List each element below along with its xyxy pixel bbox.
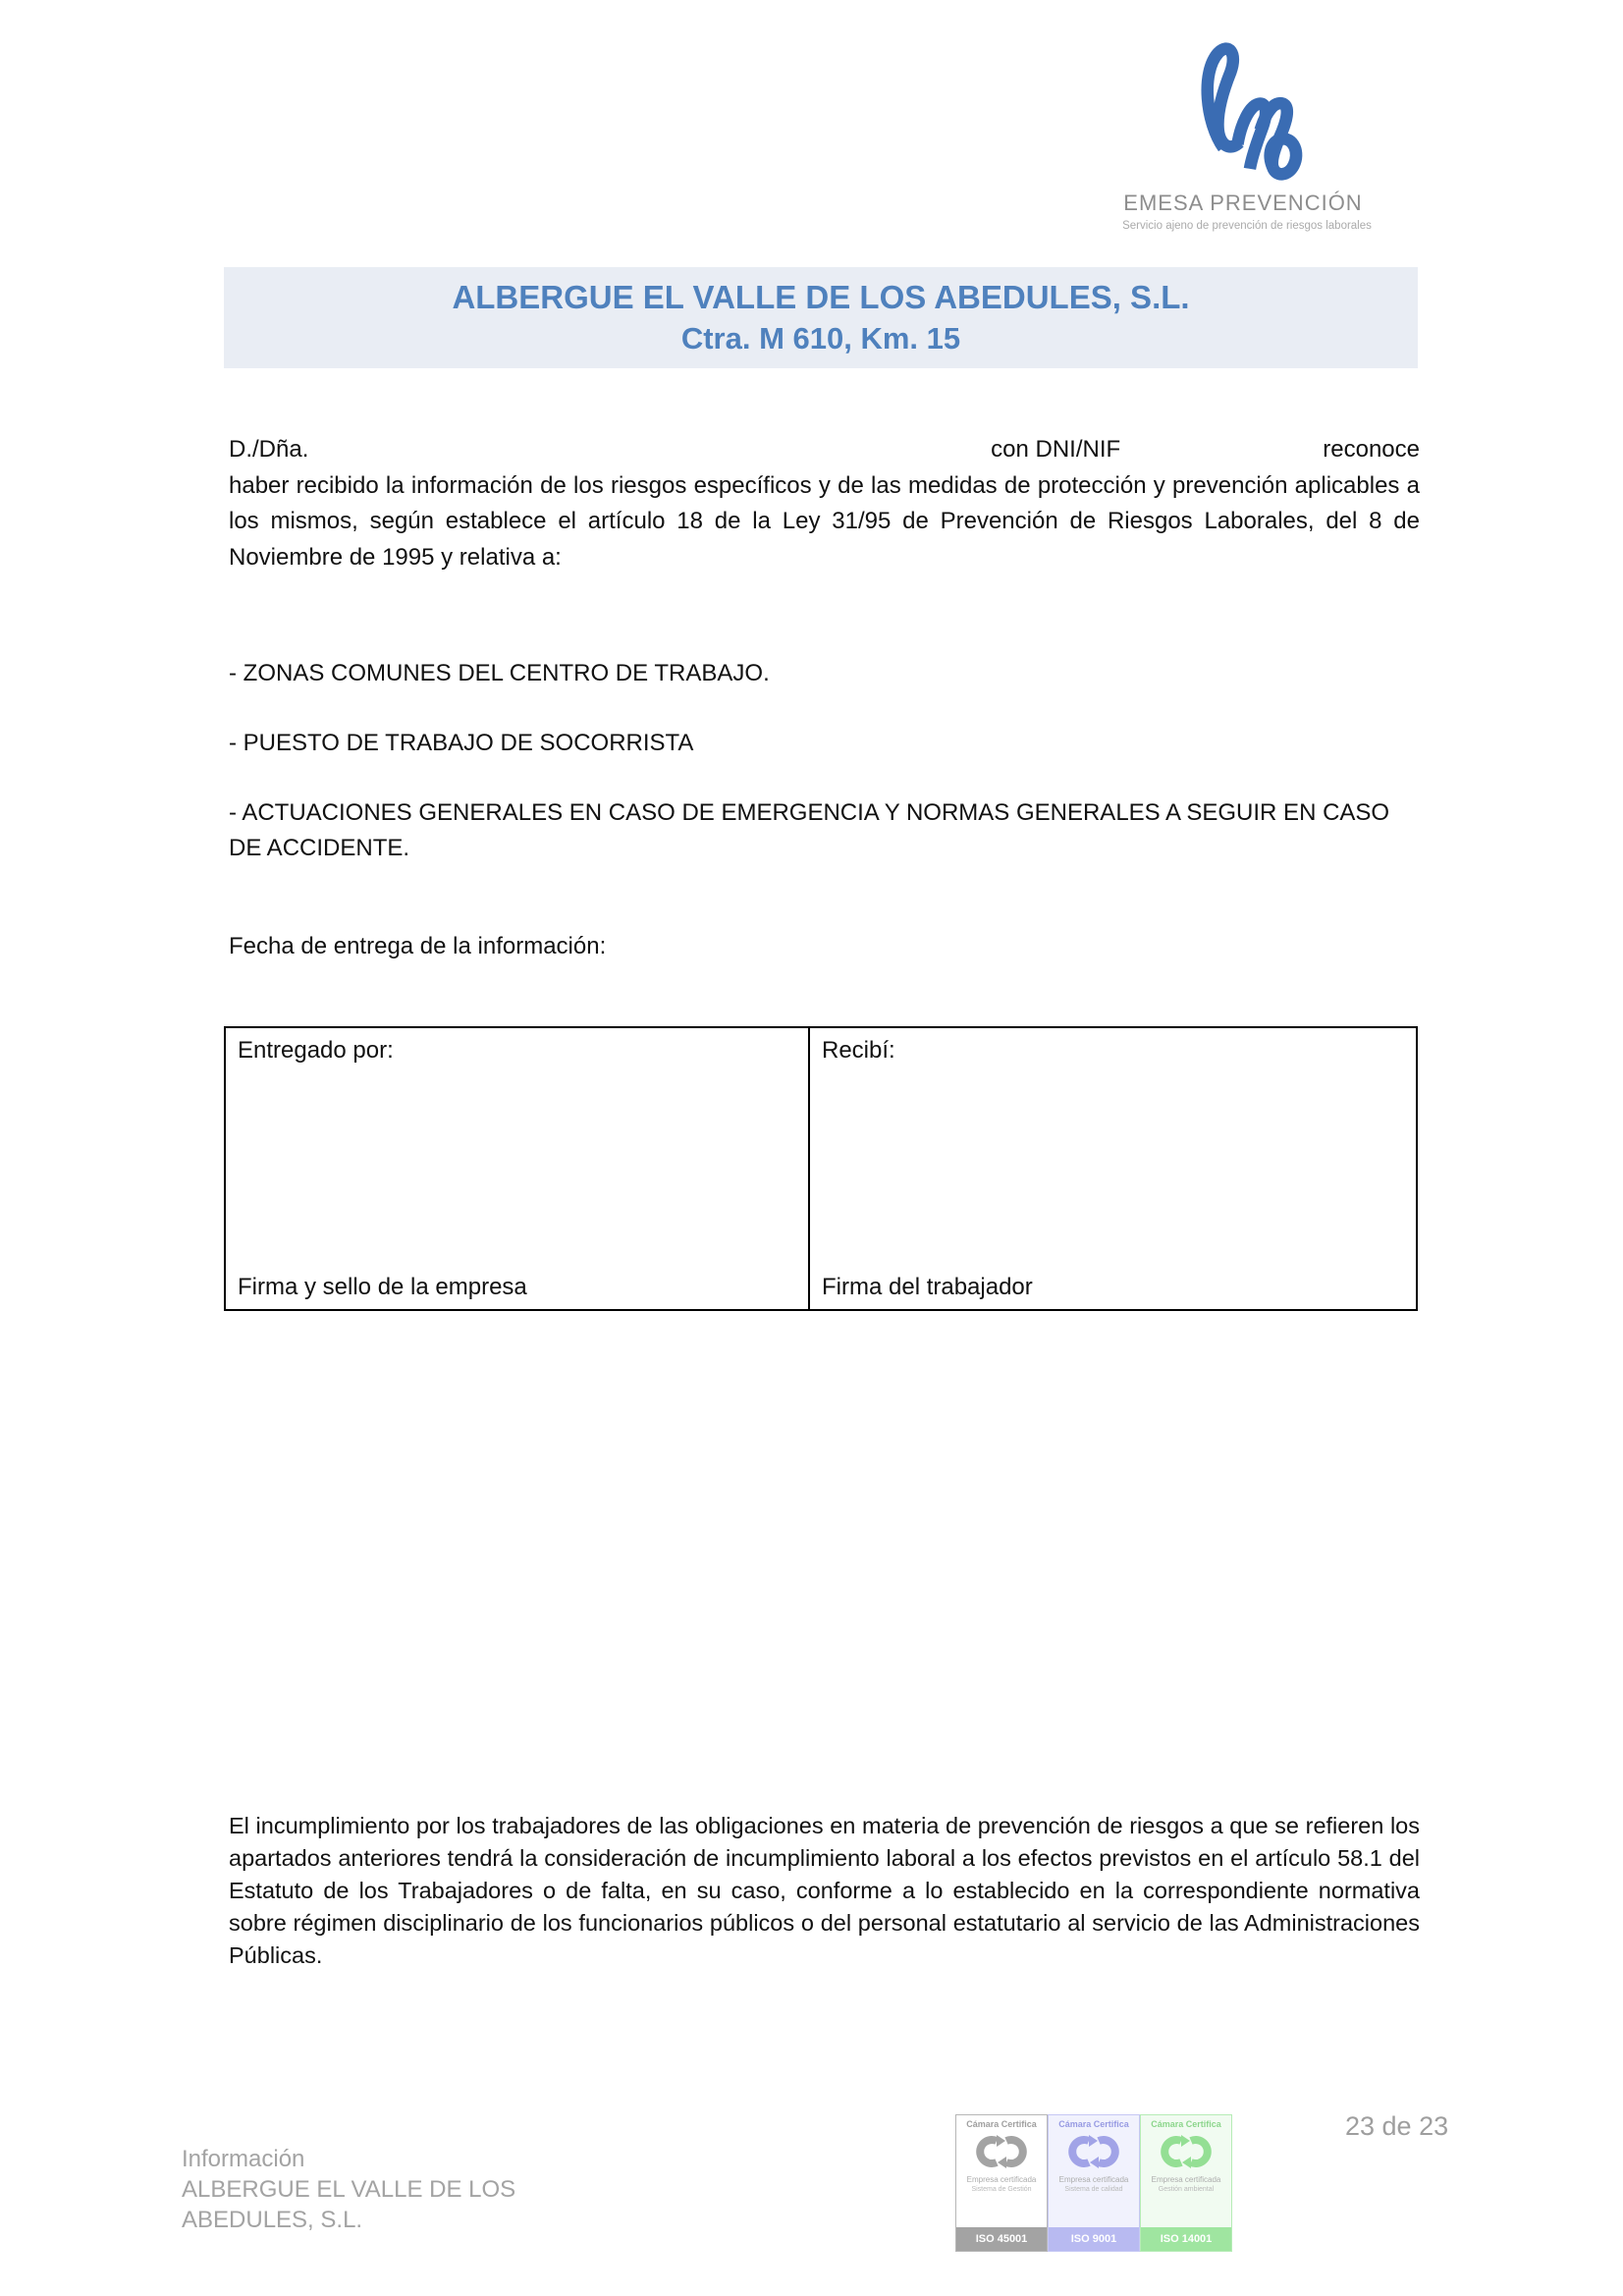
camara-certifica-cc-icon: [1158, 2133, 1215, 2170]
intro-paragraph: [229, 432, 1420, 575]
list-item: - PUESTO DE TRABAJO DE SOCORRISTA: [229, 730, 694, 756]
badge-issuer-label: Cámara Certifica: [1058, 2119, 1129, 2129]
dni-label: con DNI/NIF: [991, 436, 1121, 463]
received-label: Recibí:: [822, 1037, 895, 1064]
badge-issuer-label: Cámara Certifica: [966, 2119, 1037, 2129]
legal-paragraph: El incumplimiento por los trabajadores de las obligaciones en materia de prevención de riesgos a que se refieren los apartados anteriores tendrá la consideración de incumplimiento laboral a los efectos previstos en el artículo 58.1 del Estatuto de los Trabajadores o de falta, en su caso, conforme a lo establecido en la correspondiente normativa sobre régimen disciplinario de los funcionarios públicos o del personal estatutario al servicio de las Administraciones Públicas.: [229, 1813, 1420, 1968]
emesa-logo-icon: [1176, 35, 1306, 185]
footer-company-line2: ABEDULES, S.L.: [182, 2207, 363, 2233]
camara-certifica-cc-icon: [1065, 2133, 1122, 2170]
badge-certified-label: Empresa certificada: [1058, 2175, 1129, 2184]
company-header-banner: [224, 267, 1418, 368]
footer-company-line1: ALBERGUE EL VALLE DE LOS: [182, 2176, 516, 2203]
list-item: - ACTUACIONES GENERALES EN CASO DE EMERGENCIA Y NORMAS GENERALES A SEGUIR EN CASO DE ACCIDENTE.: [229, 799, 1390, 861]
signature-cell-worker: [810, 1028, 1416, 1309]
iso-14001-badge: [1140, 2114, 1232, 2252]
intro-line-with-blanks: [229, 432, 1420, 468]
iso-9001-badge: [1048, 2114, 1140, 2252]
footer-doc-info: [182, 2144, 515, 2235]
iso-number-label: ISO 14001: [1141, 2227, 1231, 2251]
iso-number-label: ISO 9001: [1049, 2227, 1139, 2251]
iso-number-label: ISO 45001: [956, 2227, 1047, 2251]
topics-list: [229, 656, 1420, 901]
signature-table: [224, 1026, 1418, 1311]
signature-cell-company: [226, 1028, 810, 1309]
badge-scheme-label: Sistema de Gestión: [971, 2186, 1032, 2193]
footer-doc-type: Información: [182, 2146, 305, 2172]
delivered-by-label: Entregado por:: [238, 1037, 394, 1064]
badge-certified-label: Empresa certificada: [966, 2175, 1037, 2184]
company-address: Ctra. M 610, Km. 15: [680, 321, 961, 355]
badge-scheme-label: Sistema de calidad: [1064, 2186, 1123, 2193]
name-prefix-label: D./Dña.: [229, 436, 309, 463]
intro-body-text: haber recibido la información de los riesgos específicos y de las medidas de protección y prevención aplicables a los mismos, según establece el artículo 18 de la Ley 31/95 de Prevención de Riesgos Laborales, del 8 de Noviembre de 1995 y relativa a:: [229, 471, 1420, 571]
page-number: 23 de 23: [1345, 2111, 1449, 2141]
logo-tagline: Servicio ajeno de prevención de riesgos laborales: [1122, 220, 1372, 232]
badge-scheme-label: Gestión ambiental: [1158, 2186, 1215, 2193]
camara-certifica-cc-icon: [973, 2133, 1030, 2170]
logo-brand-text: EMESA PREVENCIÓN: [1123, 191, 1363, 215]
iso-45001-badge: [955, 2114, 1048, 2252]
worker-signature-label: Firma del trabajador: [822, 1274, 1033, 1300]
recognize-label: reconoce: [1323, 436, 1420, 463]
delivery-date-label: Fecha de entrega de la información:: [229, 933, 607, 959]
list-item: - ZONAS COMUNES DEL CENTRO DE TRABAJO.: [229, 660, 770, 686]
company-name: ALBERGUE EL VALLE DE LOS ABEDULES, S.L.: [452, 279, 1190, 315]
certification-badges: [955, 2114, 1232, 2252]
badge-issuer-label: Cámara Certifica: [1151, 2119, 1221, 2129]
company-signature-label: Firma y sello de la empresa: [238, 1274, 527, 1300]
badge-certified-label: Empresa certificada: [1151, 2175, 1221, 2184]
